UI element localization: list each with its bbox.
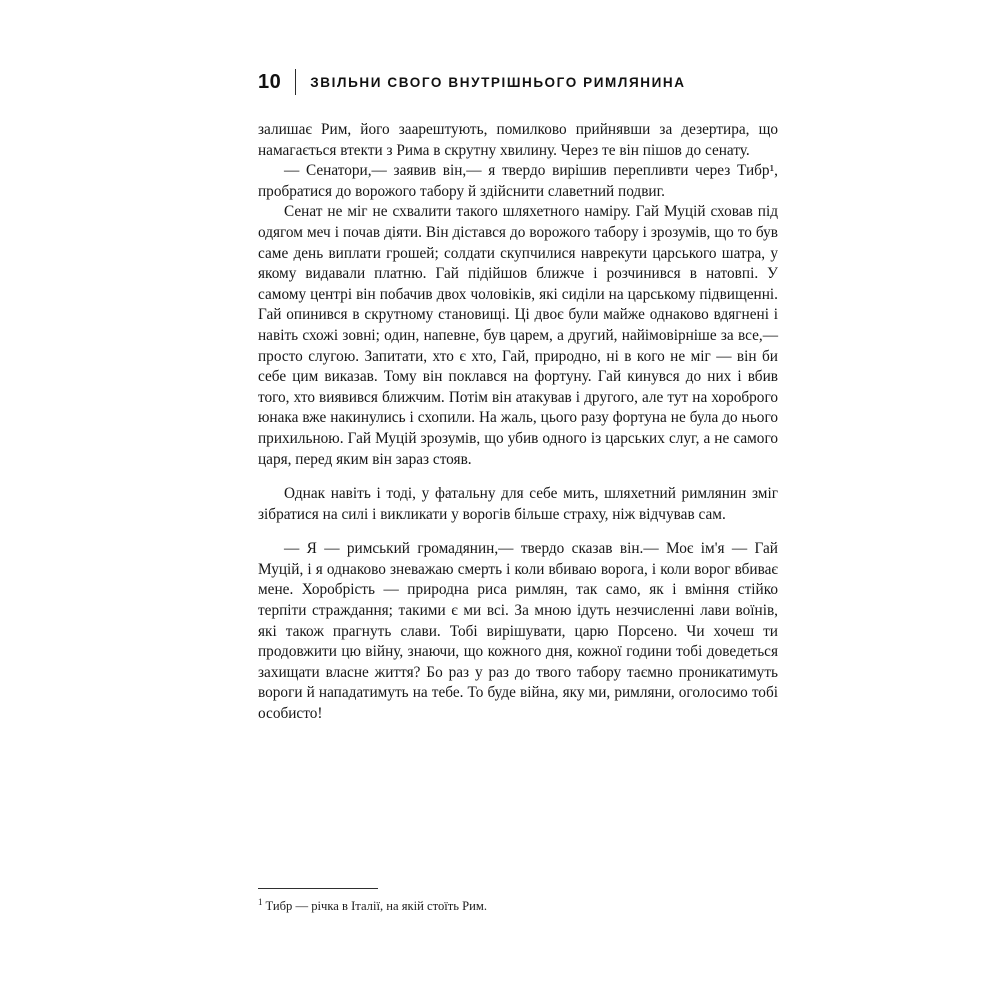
running-head-title: ЗВІЛЬНИ СВОГО ВНУТРІШНЬОГО РИМЛЯНИНА xyxy=(310,74,686,90)
page-number: 10 xyxy=(258,70,282,93)
paragraph: Сенат не міг не схвалити такого шляхетного наміру. Гай Муцій сховав під одягом меч і почав діяти. Він дістався до ворожого табору і зрозумів, що то був саме день виплати грошей; солдати скупчилися наврекути царського шатра, у якому видавали платню. Гай підійшов ближче і розчинився в натовпі. У самому центрі він побачив двох чоловіків, які сиділи на царському підвищенні. Гай опинився в скрутному становищі. Ці двоє були майже однаково вдягнені і навіть схожі зовні; один, напевне, був царем, а другий, найімовірніше за все,— просто слугою. Запитати, хто є хто, Гай, природно, ні в кого не міг — він би себе цим виказав. Тому він поклався на фортуну. Гай кинувся до них і вбив того, хто виявився ближчим. Потім він атакував і другого, але тут на хороброго юнака вже накинулись і схопили. На жаль, цього разу фортуна не була до нього прихильною. Гай Муцій зрозумів, що убив одного із царських слуг, а не самого царя, перед яким він зараз стояв. xyxy=(258,203,778,468)
paragraph: — Я — римський громадянин,— твердо сказав він.— Моє ім'я — Гай Муцій, і я однаково зневажаю смерть і коли вбиваю ворога, і коли ворог вбиває мене. Хоробрість — природна риса римлян, так само, як і вміння стійко терпіти страждання; такими є ми всі. За мною ідуть незчисленні лави воїнів, які також прагнуть слави. Тобі вирішувати, царю Порсено. Чи хочеш ти продовжити цю війну, знаючи, що кожного дня, кожної години тобі доведеться захищати власне життя? Бо раз у раз до твого табору таємно проникатимуть вороги й нападатимуть на тебе. То буде війна, яку ми, римляни, оголосимо тобі особисто! xyxy=(258,540,778,723)
footnote xyxy=(258,898,778,914)
footnote-text: Тибр — річка в Італії, на якій стоїть Рим. xyxy=(265,899,487,913)
body-text xyxy=(258,120,778,725)
paragraph: залишає Рим, його заарештують, помилково прийнявши за дезертира, що намагається втекти з Рима в скрутну хвилину. Через те він пішов до сенату. xyxy=(258,121,778,159)
footnote-divider xyxy=(258,888,378,889)
footnote-area xyxy=(258,888,778,914)
paragraph: — Сенатори,— заявив він,— я твердо вирішив перепливти через Тибр¹, пробратися до ворожого табору й здійснити славетний подвиг. xyxy=(258,162,778,200)
paragraph: Однак навіть і тоді, у фатальну для себе мить, шляхетний римлянин зміг зібратися на силі і викликати у ворогів більше страху, ніж відчував сам. xyxy=(258,485,778,523)
header-divider xyxy=(295,69,296,95)
footnote-marker: 1 xyxy=(258,896,263,907)
page-content xyxy=(258,62,778,725)
running-head xyxy=(258,62,778,102)
